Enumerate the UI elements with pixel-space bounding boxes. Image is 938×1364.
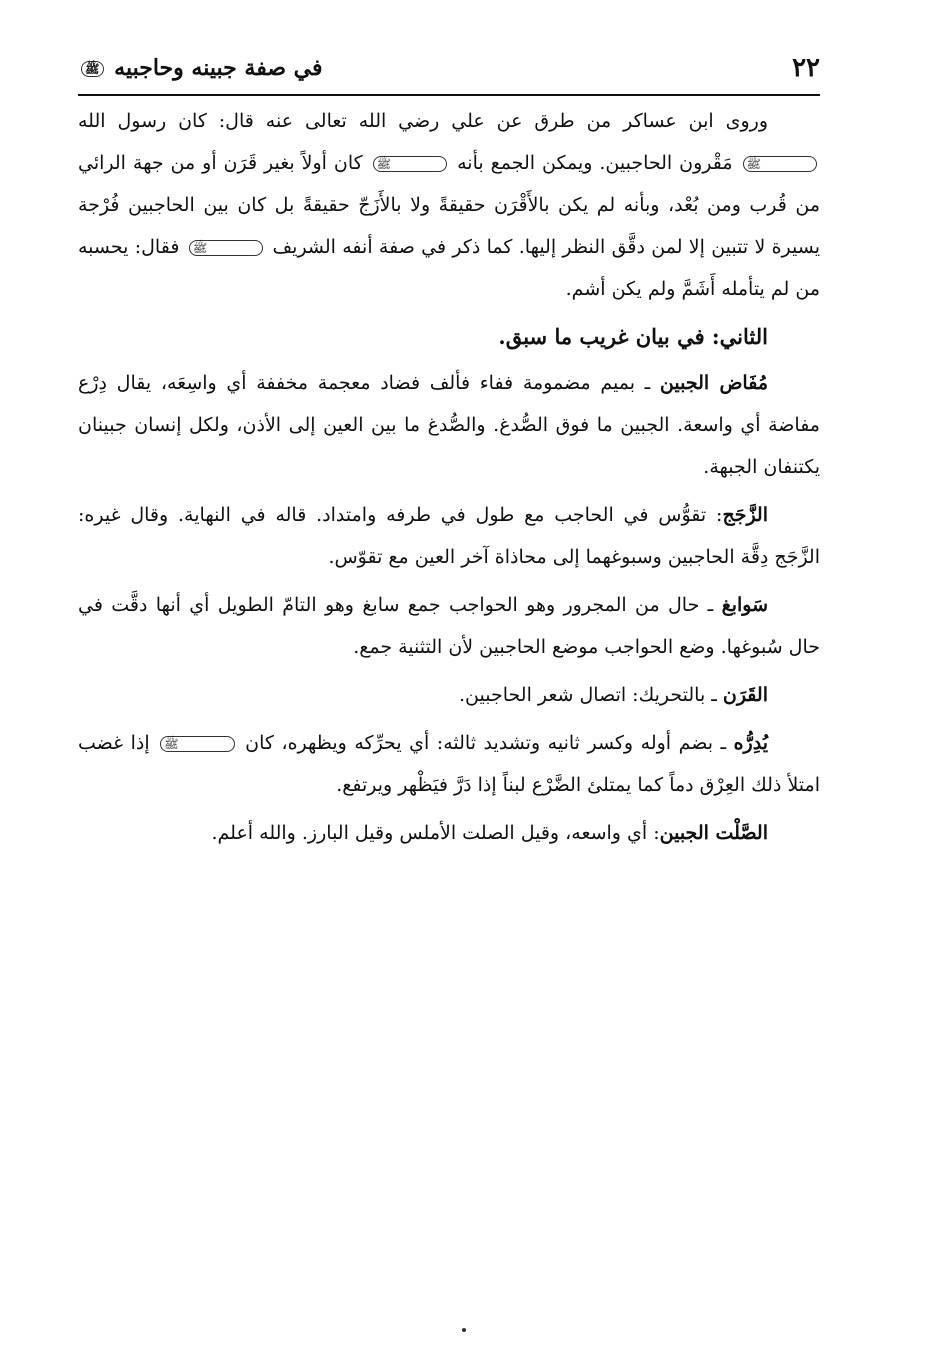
paragraph-text: فقال: يحسبه من لم يتأمله أَشَمَّ ولم يكن أشم.: [78, 236, 820, 300]
paragraph: [78, 812, 820, 854]
paragraph-text: مَقْرون الحاجبين. ويمكن الجمع بأنه: [450, 152, 740, 174]
page-number: ٢٢: [792, 53, 820, 83]
running-head-title: [78, 55, 323, 81]
paragraph: [78, 674, 820, 716]
running-head-title-text: في صفة جبينه وحاجبيه: [114, 55, 323, 81]
paragraph-text: الثاني: في بيان غريب ما سبق.: [498, 324, 768, 349]
glossary-term: الزَّجَج: [722, 504, 768, 526]
body-text: [78, 100, 820, 860]
header-divider: [78, 94, 820, 96]
honorific-icon: ﷺ: [743, 156, 818, 172]
paragraph-text: وروى ابن عساكر من طرق عن علي رضي الله تعالى عنه قال: كان رسول الله: [78, 110, 768, 132]
honorific-icon: ﷺ: [160, 736, 235, 752]
honorific-icon: ﷺ: [81, 61, 104, 77]
paragraph: [78, 362, 820, 488]
paragraph-text: : أي واسعه، وقيل الصلت الأملس وقيل البارز. والله أعلم.: [211, 822, 660, 844]
paragraph: [78, 100, 820, 310]
glossary-term: يُدِرُّه: [733, 732, 768, 754]
paragraph: [78, 494, 820, 578]
glossary-term: الصَّلْت الجبين: [659, 822, 768, 844]
running-head: [78, 44, 820, 92]
scan-speck: [462, 1328, 466, 1332]
paragraph: [78, 722, 820, 806]
paragraph-text: إذا غضب امتلأ ذلك العِرْق دماً كما يمتلئ الضَّرْع لبناً إذا دَرَّ فيَظْهر ويرتفع.: [78, 732, 820, 796]
paragraph-text: ـ بالتحريك: اتصال شعر الحاجبين.: [459, 684, 723, 706]
paragraph-text: ـ حال من المجرور وهو الحواجب جمع سابغ وهو التامّ الطويل أي أنها دقَّت في حال سُبوغها. وضع الحواجب موضع الحاجبين لأن التثنية جمع.: [78, 594, 820, 658]
glossary-term: سَوابغ: [721, 594, 768, 616]
glossary-term: القَرَن: [722, 684, 768, 706]
paragraph-text: كان أولاً بغير قَرَن أو من جهة الرائي من قُرب ومن بُعْد، وبأنه لم يكن بالأَقْرَن حقيقةً ولا بالأَزَجّ حقيقةً بل كان بين الحاجبين فُرْجة يسيرة لا تتبين إلا لمن دقَّق النظر إليها. كما ذكر في صفة أنفه الشريف: [78, 152, 820, 258]
paragraph-text: ـ بميم مضمومة ففاء فألف فضاد معجمة مخففة أي واسِعَه، يقال دِرْع مفاضة أي واسعة. الجبين ما فوق الصُّدغ. والصُّدغ ما بين العين إلى الأذن، ولكل إنسان جبينان يكتنفان الجبهة.: [78, 372, 820, 478]
glossary-term: مُفَاض الجبين: [659, 372, 768, 394]
honorific-icon: ﷺ: [373, 156, 448, 172]
honorific-icon: ﷺ: [189, 240, 264, 256]
paragraph-text: ـ بضم أوله وكسر ثانيه وتشديد ثالثه: أي يحرِّكه ويظهره، كان: [237, 732, 734, 754]
section-heading: [78, 316, 820, 358]
paragraph: [78, 584, 820, 668]
paragraph-text: : تقوُّس في الحاجب مع طول في طرفه وامتداد. قاله في النهاية. وقال غيره: الزَّجَج دِقَّة الحاجبين وسبوغهما إلى محاذاة آخر العين مع تقوّس.: [78, 504, 820, 568]
